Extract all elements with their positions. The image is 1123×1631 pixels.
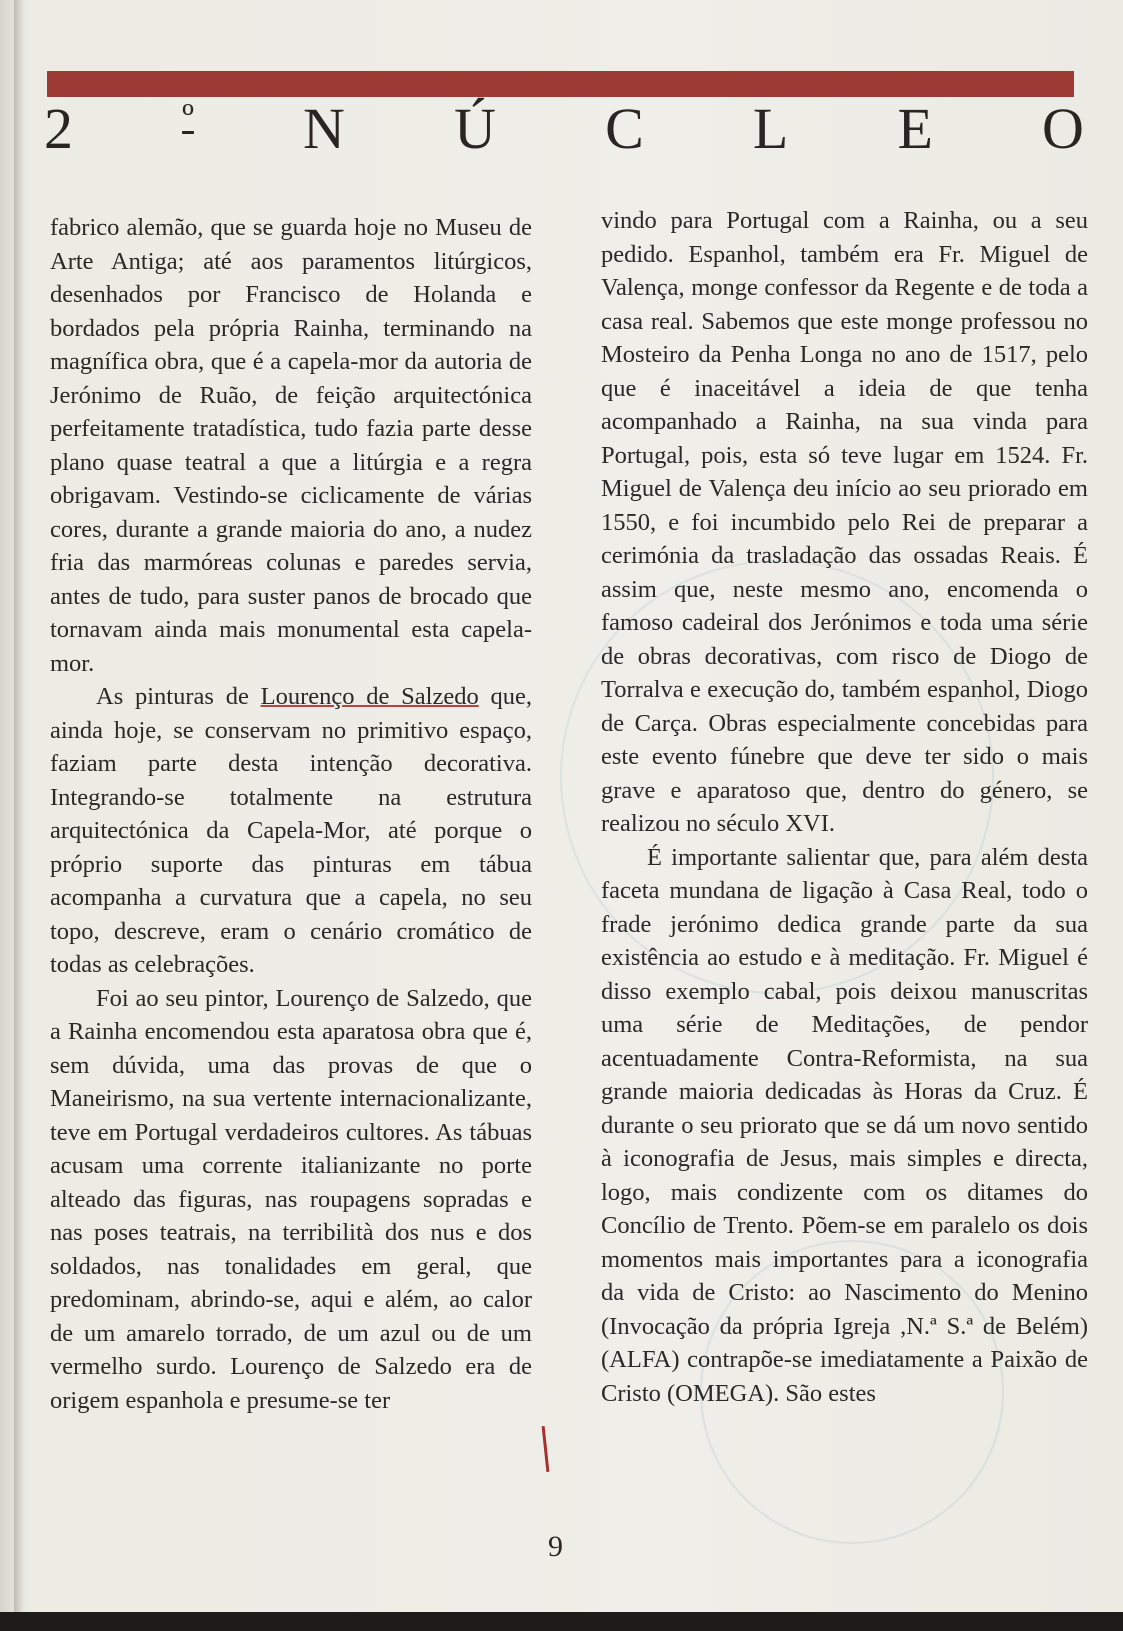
left-text-column: [50, 211, 532, 1417]
header-letter: 2: [44, 96, 73, 161]
header-letter: O: [1042, 96, 1084, 161]
header-letter: L: [752, 96, 789, 161]
body-paragraph: [50, 680, 532, 982]
header-letter: E: [897, 96, 933, 161]
page-number: 9: [548, 1530, 563, 1563]
header-letter: º: [182, 96, 194, 138]
right-text-column: [601, 204, 1088, 1410]
body-paragraph: vindo para Portugal com a Rainha, ou a seu pedido. Espanhol, também era Fr. Miguel de Valença, monge confessor da Regente e de toda a casa real. Sabemos que este monge professou no Mosteiro da Penha Longa no ano de 1517, pelo que é inaceitável a ideia de que tenha acompanhado a Rainha, na sua vinda para Portugal, pois, esta só teve lugar em 1524. Fr. Miguel de Valença deu início ao seu priorado em 1550, e foi incumbido pelo Rei de preparar a cerimónia da trasladação das ossadas Reais. É assim que, neste mesmo ano, encomenda o famoso cadeiral dos Jerónimos e toda uma série de obras decorativas, com risco de Diogo de Torralva e execução do, também espanhol, Diogo de Carça. Obras especialmente concebidas para este evento fúnebre que deve ter sido o mais grave e aparatoso que, dentro do género, se realizou no século XVI.: [601, 207, 1088, 837]
scan-bottom-edge: [0, 1612, 1123, 1631]
body-paragraph: É importante salientar que, para além desta faceta mundana de ligação à Casa Real, todo o frade jerónimo dedica grande parte da sua existência ao estudo e à meditação. Fr. Miguel é disso exemplo cabal, pois deixou manuscritas uma série de Meditações, de pendor acentuadamente Contra-Reformista, na sua grande maioria dedicadas às Horas da Cruz. É durante o seu priorato que se dá um novo sentido à iconografia de Jesus, mais simples e directa, logo, mais condizente com os ditames do Concílio de Trento. Põem-se em paralelo os dois momentos mais importantes para a iconografia da vida de Cristo: ao Nascimento do Menino (Invocação da própria Igreja ,N.ª S.ª de Belém)(ALFA) contrapõe-se imediatamente a Paixão de Cristo (OMEGA). São estes: [601, 843, 1088, 1407]
body-paragraph: fabrico alemão, que se guarda hoje no Museu de Arte Antiga; até aos paramentos litúrgicos, desenhados por Francisco de Holanda e bordados pela própria Rainha, terminando na magnífica obra, que é a capela-mor da autoria de Jerónimo de Ruão, de feição arquitectónica perfeitamente tratadística, tudo fazia parte desse plano quase teatral a que a litúrgia e a regra obrigavam. Vestindo-se ciclicamente de várias cores, durante a grande maioria do ano, a nudez fria das marmóreas colunas e paredes servia, antes de tudo, para suster panos de brocado que tornavam ainda mais monumental esta capela-mor.: [50, 214, 532, 677]
paragraph-text: que, ainda hoje, se conservam no primitivo espaço, faziam parte desta intenção decorativa. Integrando-se totalmente na estrutura arquitectónica da Capela-Mor, até porque o próprio suporte das pinturas em tábua acompanha a curvatura que a capela, no seu topo, descreve, eram o cenário cromático de todas as celebrações.: [50, 683, 532, 978]
header-letter: N: [303, 96, 345, 161]
header-letter: C: [605, 96, 644, 161]
binding-shadow: [14, 0, 24, 1612]
section-header-title: [44, 78, 1084, 161]
paragraph-text: As pinturas de: [96, 683, 261, 710]
underlined-name: Lourenço de Salzedo: [260, 683, 479, 710]
body-paragraph: Foi ao seu pintor, Lourenço de Salzedo, que a Rainha encomendou esta aparatosa obra que é, sem dúvida, uma das provas de que o Maneirismo, na sua vertente internacionalizante, teve em Portugal verdadeiros cultores. As tábuas acusam uma corrente italianizante no porte alteado das figuras, nas roupagens sopradas e nas poses teatrais, na terribilità dos nus e dos soldados, nas tonalidades em geral, que predominam, abrindo-se, aqui e além, ao calor de um amarelo torrado, de um azul ou de um vermelho surdo. Lourenço de Salzedo era de origem espanhola e presume-se ter: [50, 984, 532, 1414]
header-letter: Ú: [454, 96, 496, 161]
